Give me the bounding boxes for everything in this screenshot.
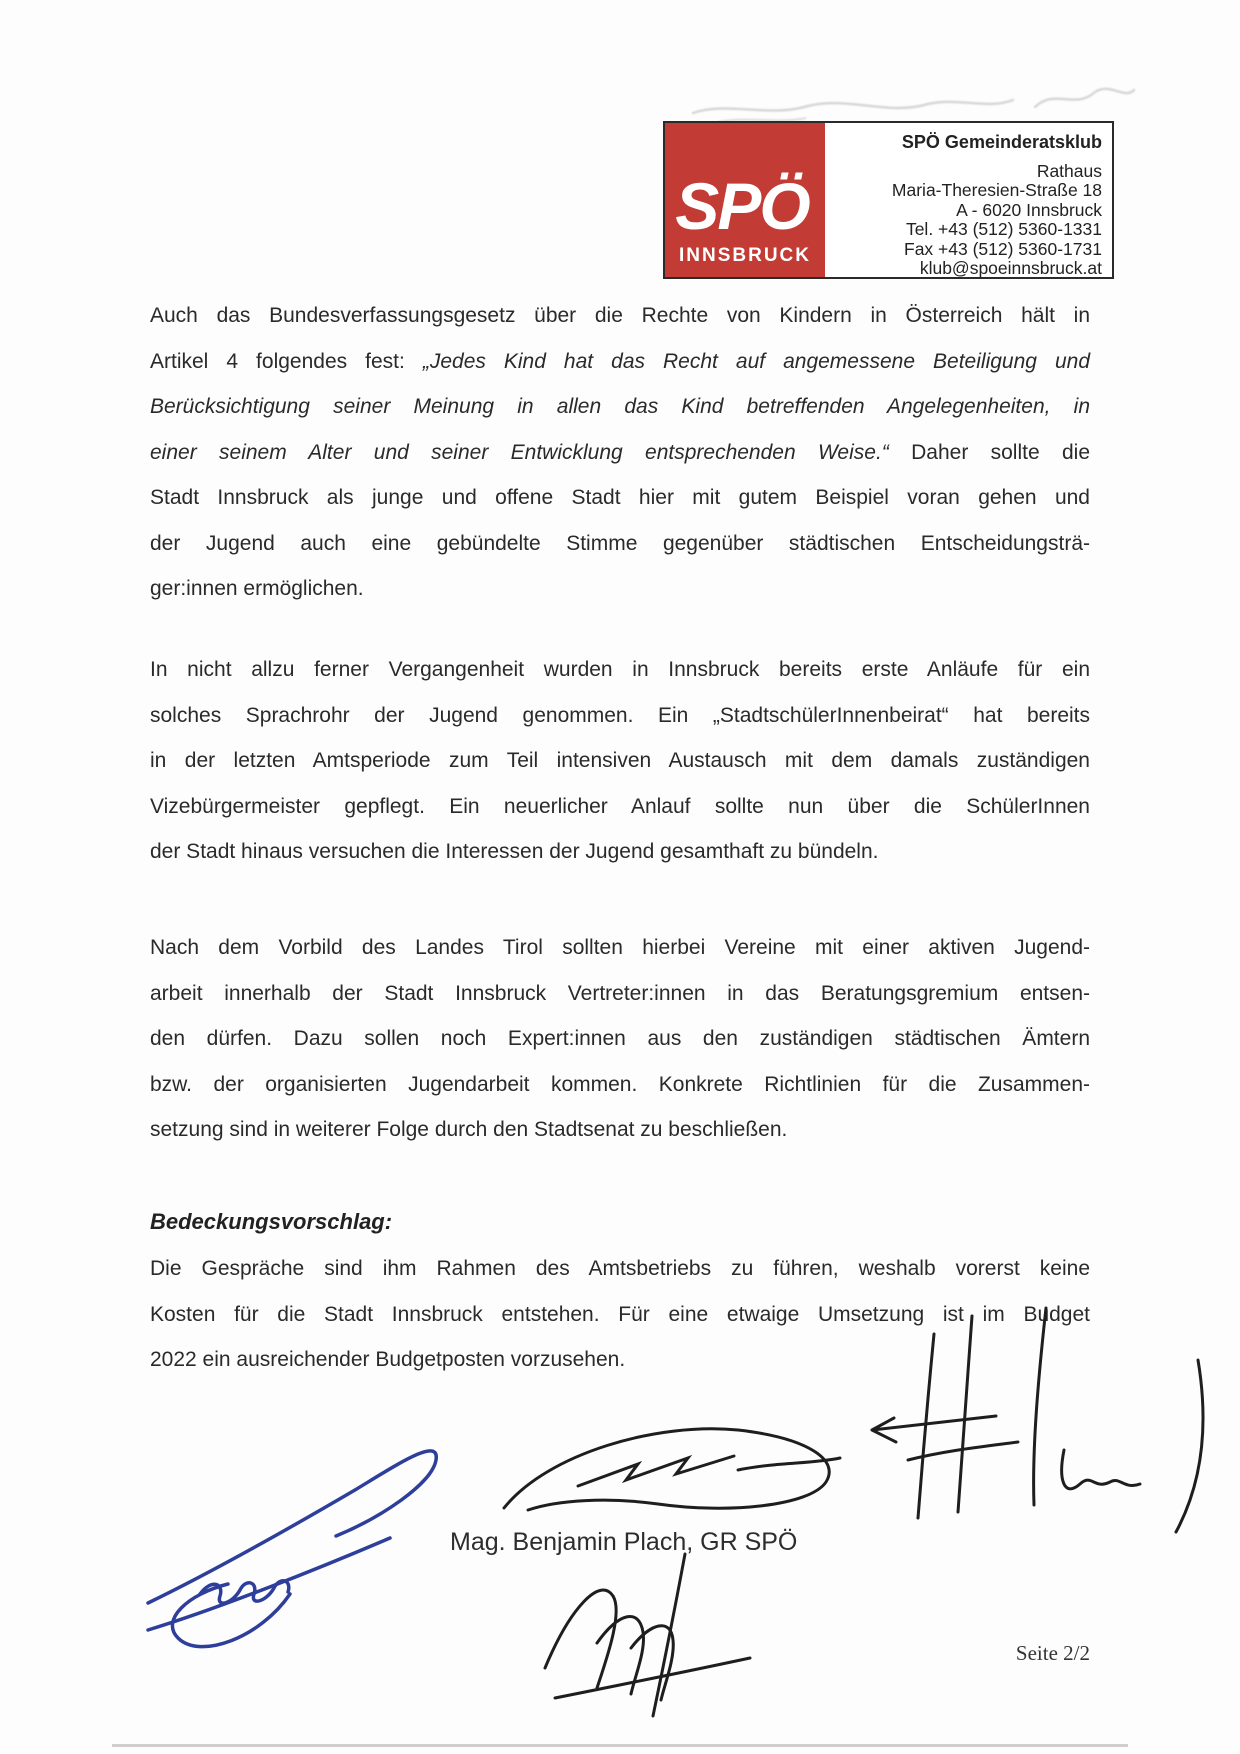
text-line: setzung sind in weiterer Folge durch den Stadtsenat zu beschließen.: [150, 1118, 788, 1141]
text-line: Nach dem Vorbild des Landes Tirol sollten hierbei Vereine mit einer aktiven Jugend-: [150, 936, 1090, 959]
contact-line: Fax +43 (512) 5360-1731: [904, 238, 1102, 259]
text-line: einer seinem Alter und seiner Entwicklung entsprechenden Weise.“ Daher sollte die: [150, 440, 1091, 464]
signature-blue: [140, 1398, 470, 1653]
signatory-name: Mag. Benjamin Plach, GR SPÖ: [450, 1528, 798, 1556]
contact-line: A - 6020 Innsbruck: [956, 199, 1102, 220]
text-line: 2022 ein ausreichender Budgetposten vorzusehen.: [150, 1348, 626, 1371]
contact-line: Rathaus: [1036, 160, 1102, 181]
signature-black-center: [488, 1408, 848, 1533]
scan-artifact: [1030, 80, 1140, 118]
page-number: Seite 2/2: [1015, 1641, 1090, 1665]
contact-block: [825, 123, 1112, 277]
spo-logo: [665, 123, 825, 277]
contact-line: Maria-Theresien-Straße 18: [891, 180, 1102, 200]
text-line: Auch das Bundesverfassungsgesetz über die Rechte von Kindern in Österreich hält in: [150, 304, 1090, 327]
text-line: Vizebürgermeister gepflegt. Ein neuerlicher Anlauf sollte nun über die SchülerInnen: [150, 794, 1090, 818]
text-line: Kosten für die Stadt Innsbruck entstehen. Für eine etwaige Umsetzung ist im Budget: [150, 1302, 1090, 1326]
text-line: der Stadt hinaus versuchen die Interessen der Jugend gesamthaft zu bündeln.: [150, 840, 879, 863]
contact-line: klub@spoeinnsbruck.at: [919, 258, 1102, 278]
paragraph: [150, 647, 1090, 875]
text-line: arbeit innerhalb der Stadt Innsbruck Vertreter:innen in das Beratungsgremium entsen-: [150, 981, 1090, 1005]
text-line: ger:innen ermöglichen.: [150, 577, 364, 600]
spo-logo-subtext: INNSBRUCK: [679, 245, 811, 266]
text-line: bzw. der organisierten Jugendarbeit kommen. Konkrete Richtlinien für die Zusammen-: [150, 1072, 1090, 1096]
text-line: in der letzten Amtsperiode zum Teil intensiven Austausch mit dem damals zuständigen: [150, 749, 1090, 772]
text-line: Stadt Innsbruck als junge und offene Stadt hier mit gutem Beispiel voran gehen und: [150, 486, 1090, 509]
scan-edge-line: [112, 1744, 1128, 1747]
contact-line: Tel. +43 (512) 5360-1331: [905, 219, 1102, 239]
text-line: solches Sprachrohr der Jugend genommen. Ein „StadtschülerInnenbeirat“ hat bereits: [150, 703, 1090, 727]
text-line: In nicht allzu ferner Vergangenheit wurden in Innsbruck bereits erste Anläufe für ein: [150, 658, 1090, 681]
text-line: der Jugend auch eine gebündelte Stimme gegenüber städtischen Entscheidungsträ-: [150, 531, 1090, 555]
spo-logo-text: SPÖ: [675, 169, 809, 243]
signature-black-right: [868, 1300, 1213, 1545]
letterhead: [663, 121, 1114, 279]
signature-benjamin-plach: [515, 1548, 765, 1723]
paragraph: [150, 925, 1090, 1153]
text-line: Die Gespräche sind ihm Rahmen des Amtsbetriebs zu führen, weshalb vorerst keine: [150, 1257, 1090, 1280]
text-line: Artikel 4 folgendes fest: „Jedes Kind hat das Recht auf angemessene Beteiligung und: [150, 349, 1090, 373]
paragraph: [150, 293, 1090, 612]
contact-org: SPÖ Gemeinderatsklub: [901, 132, 1102, 152]
text-line: Berücksichtigung seiner Meinung in allen das Kind betreffenden Angelegenheiten, in: [150, 395, 1090, 418]
section-heading: Bedeckungsvorschlag:: [150, 1209, 393, 1234]
text-line: den dürfen. Dazu sollen noch Expert:innen aus den zuständigen städtischen Ämtern: [150, 1027, 1090, 1050]
contact-lines: [825, 162, 1102, 279]
